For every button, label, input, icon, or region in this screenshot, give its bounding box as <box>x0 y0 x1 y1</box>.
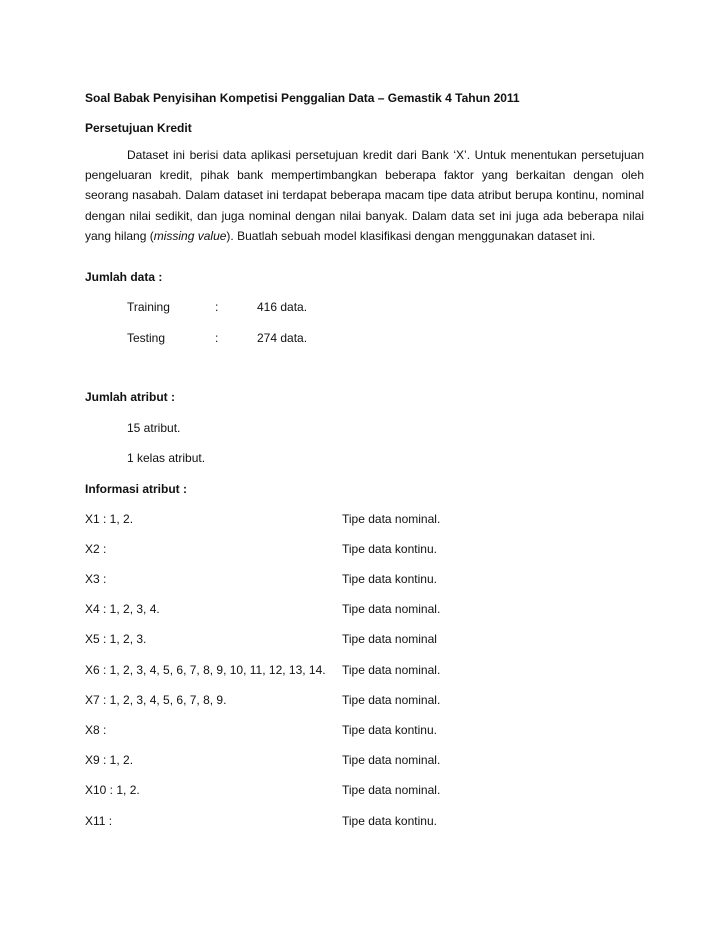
data-row-label: Testing <box>127 331 166 345</box>
attribute-type: Tipe data kontinu. <box>342 814 437 828</box>
atribut-item: 15 atribut. <box>127 421 181 435</box>
attribute-name: X3 : <box>85 572 107 586</box>
data-row-label: Training <box>127 300 170 314</box>
attribute-name: X1 : 1, 2. <box>85 512 134 526</box>
attribute-name: X2 : <box>85 542 107 556</box>
attribute-name: X5 : 1, 2, 3. <box>85 632 147 646</box>
paragraph-italic-term: missing value <box>153 228 227 243</box>
attribute-name: X10 : 1, 2. <box>85 783 140 797</box>
attribute-type: Tipe data kontinu. <box>342 542 437 556</box>
attribute-name: X4 : 1, 2, 3, 4. <box>85 602 160 616</box>
document-title: Soal Babak Penyisihan Kompetisi Penggalian Data – Gemastik 4 Tahun 2011 <box>85 91 520 105</box>
jumlah-atribut-heading: Jumlah atribut : <box>85 390 176 404</box>
paragraph-text-end: ). Buatlah sebuah model klasifikasi dengan menggunakan dataset ini. <box>226 228 596 243</box>
attribute-type: Tipe data nominal. <box>342 783 441 797</box>
data-row-value: 274 data. <box>257 331 308 345</box>
section-subtitle: Persetujuan Kredit <box>85 121 192 135</box>
atribut-item: 1 kelas atribut. <box>127 451 206 465</box>
attribute-type: Tipe data nominal <box>342 632 437 646</box>
paragraph-text-start: Dataset ini berisi data aplikasi persetujuan kredit dari Bank ‘X’. Untuk menentukan persetujuan pengeluaran kredit, pihak bank mempertimbangkan beberapa faktor yang berkaitan dengan oleh seorang nasabah. Dalam dataset ini terdapat beberapa macam tipe data atribut berupa kontinu, nominal dengan nilai sedikit, dan juga nominal dengan nilai banyak. Dalam data set ini juga ada beberapa nilai yang hilang ( <box>85 148 644 243</box>
informasi-atribut-heading: Informasi atribut : <box>85 482 188 496</box>
data-row-separator: : <box>215 300 219 314</box>
attribute-name: X8 : <box>85 723 107 737</box>
description-paragraph <box>85 145 644 246</box>
attribute-name: X7 : 1, 2, 3, 4, 5, 6, 7, 8, 9. <box>85 693 227 707</box>
attribute-name: X11 : <box>85 814 113 828</box>
attribute-type: Tipe data nominal. <box>342 512 441 526</box>
attribute-name: X9 : 1, 2. <box>85 753 134 767</box>
attribute-type: Tipe data nominal. <box>342 753 441 767</box>
attribute-type: Tipe data nominal. <box>342 693 441 707</box>
data-row-separator: : <box>215 331 219 345</box>
attribute-type: Tipe data nominal. <box>342 663 441 677</box>
attribute-type: Tipe data kontinu. <box>342 723 437 737</box>
attribute-type: Tipe data kontinu. <box>342 572 437 586</box>
attribute-type: Tipe data nominal. <box>342 602 441 616</box>
jumlah-data-heading: Jumlah data : <box>85 270 163 284</box>
data-row-value: 416 data. <box>257 300 308 314</box>
attribute-name: X6 : 1, 2, 3, 4, 5, 6, 7, 8, 9, 10, 11, 12, 13, 14. <box>85 663 326 677</box>
